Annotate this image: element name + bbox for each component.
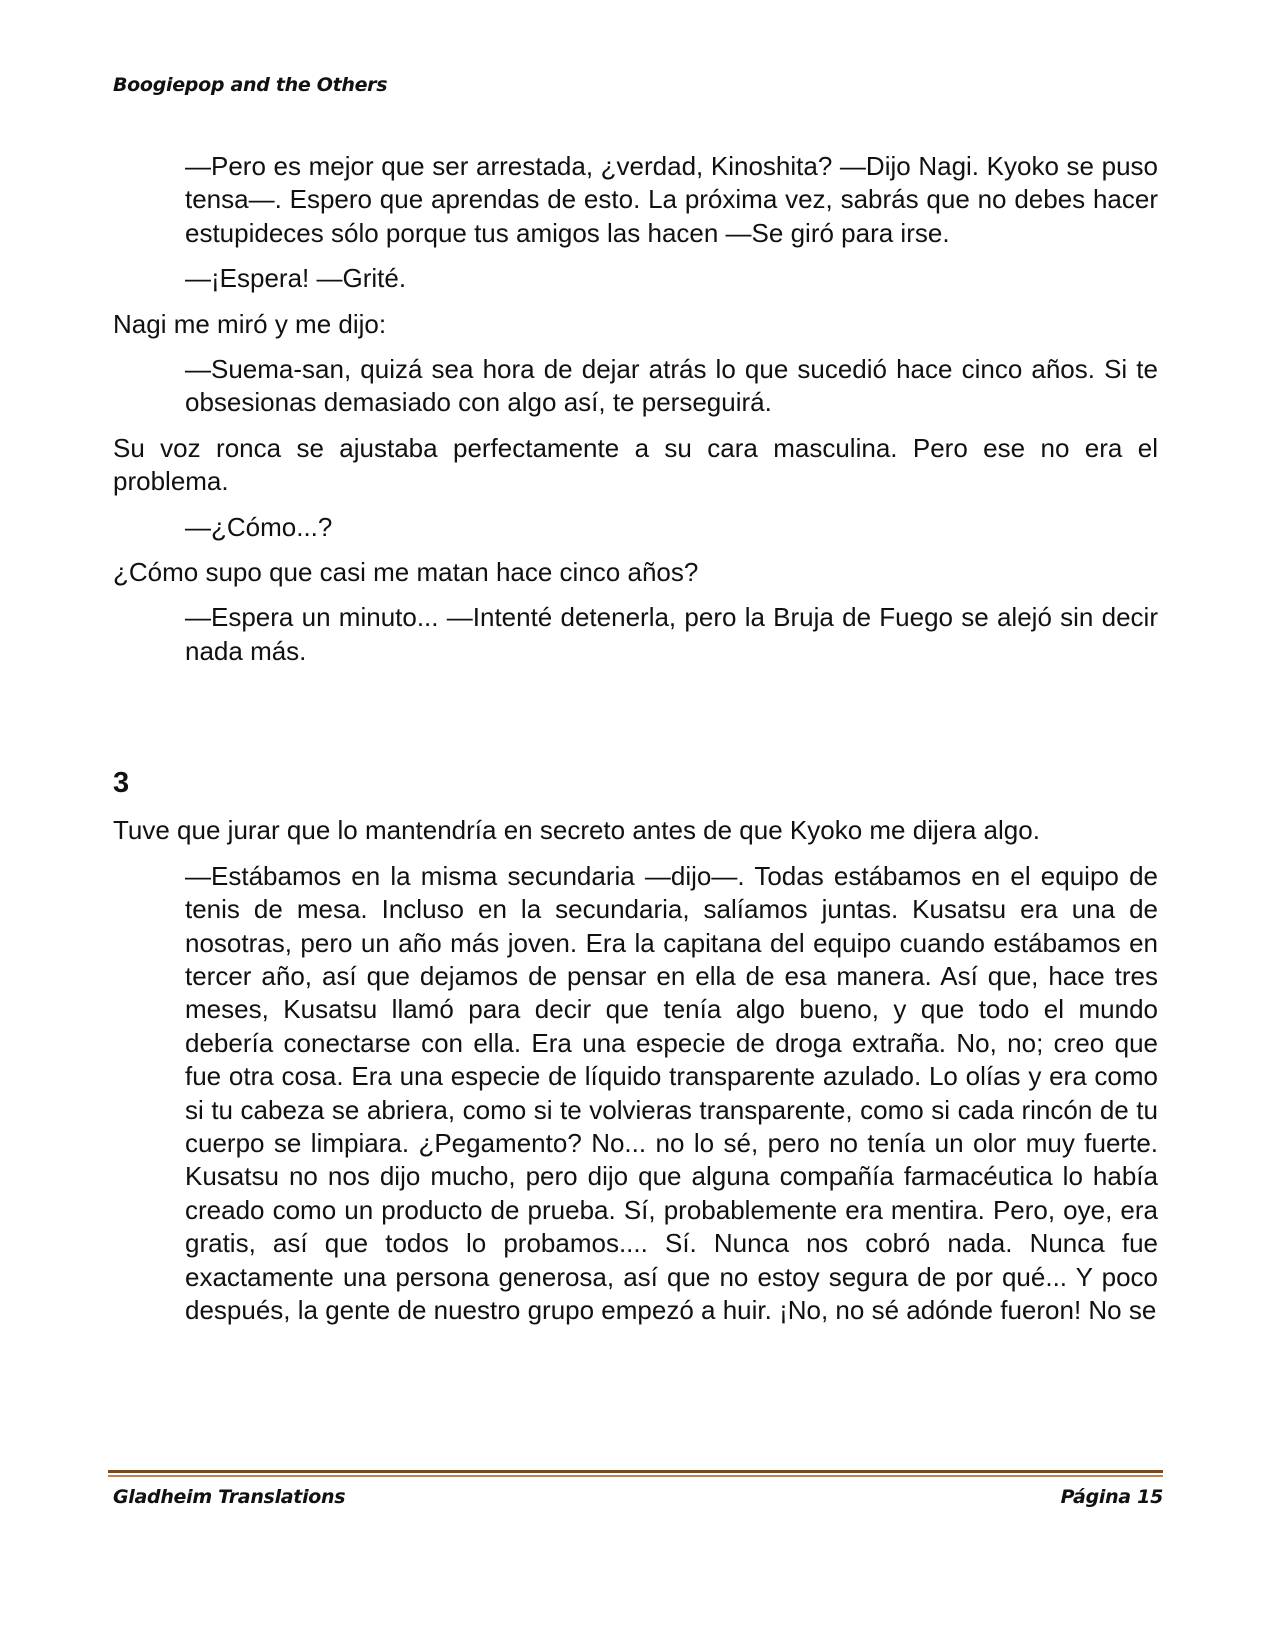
- paragraph-dialogue-5: —Espera un minuto... —Intenté detenerla, pero la Bruja de Fuego se alejó sin decir nada más.: [185, 602, 1158, 666]
- page-number: Página 15: [1060, 1486, 1163, 1508]
- paragraph-narration-4: Tuve que jurar que lo mantendría en secreto antes de que Kyoko me dijera algo.: [113, 815, 1040, 846]
- paragraph-narration-2: Su voz ronca se ajustaba perfectamente a su cara masculina. Pero ese no era el problema.: [113, 432, 1158, 497]
- paragraph-dialogue-1: —Pero es mejor que ser arrestada, ¿verdad, Kinoshita? —Dijo Nagi. Kyoko se puso tensa—. Espero que aprendas de esto. La próxima vez, sabrás que no debes hacer estupideces sólo porque tus amigos las hacen —Se giró para irse.: [185, 151, 1158, 248]
- paragraph-narration-1: Nagi me miró y me dijo:: [113, 308, 387, 339]
- page-body: [113, 150, 1158, 1339]
- paragraph-dialogue-2: —¡Espera! —Grité.: [185, 263, 407, 294]
- paragraph-narration-3: ¿Cómo supo que casi me matan hace cinco años?: [113, 557, 699, 588]
- running-header: Boogiepop and the Others: [113, 74, 388, 96]
- footer-publisher: Gladheim Translations: [113, 1486, 346, 1508]
- footer-divider: [108, 1470, 1163, 1477]
- paragraph-dialogue-6: —Estábamos en la misma secundaria —dijo—. Todas estábamos en el equipo de tenis de mesa. Incluso en la secundaria, salíamos juntas. Kusatsu era una de nosotras, pero un año más joven. Era la capitana del equipo cuando estábamos en tercer año, así que dejamos de pensar en ella de esa manera. Así que, hace tres meses, Kusatsu llamó para decir que tenía algo bueno, y que todo el mundo debería conectarse con ella. Era una especie de droga extraña. No, no; creo que fue otra cosa. Era una especie de líquido transparente azulado. Lo olías y era como si tu cabeza se abriera, como si te volvieras transparente, como si cada rincón de tu cuerpo se limpiara. ¿Pegamento? No... no lo sé, pero no tenía un olor muy fuerte. Kusatsu no nos dijo mucho, pero dijo que alguna compañía farmacéutica lo había creado como un producto de prueba. Sí, probablemente era mentira. Pero, oye, era gratis, así que todos lo probamos.... Sí. Nunca nos cobró nada. Nunca fue exactamente una persona generosa, así que no estoy segura de por qué... Y poco después, la gente de nuestro grupo empezó a huir. ¡No, no sé adónde fueron! No se: [185, 860, 1158, 1325]
- paragraph-dialogue-4: —¿Cómo...?: [185, 511, 333, 542]
- paragraph-dialogue-3: —Suema-san, quizá sea hora de dejar atrás lo que sucedió hace cinco años. Si te obsesionas demasiado con algo así, te perseguirá.: [185, 354, 1158, 418]
- section-number: 3: [113, 767, 130, 800]
